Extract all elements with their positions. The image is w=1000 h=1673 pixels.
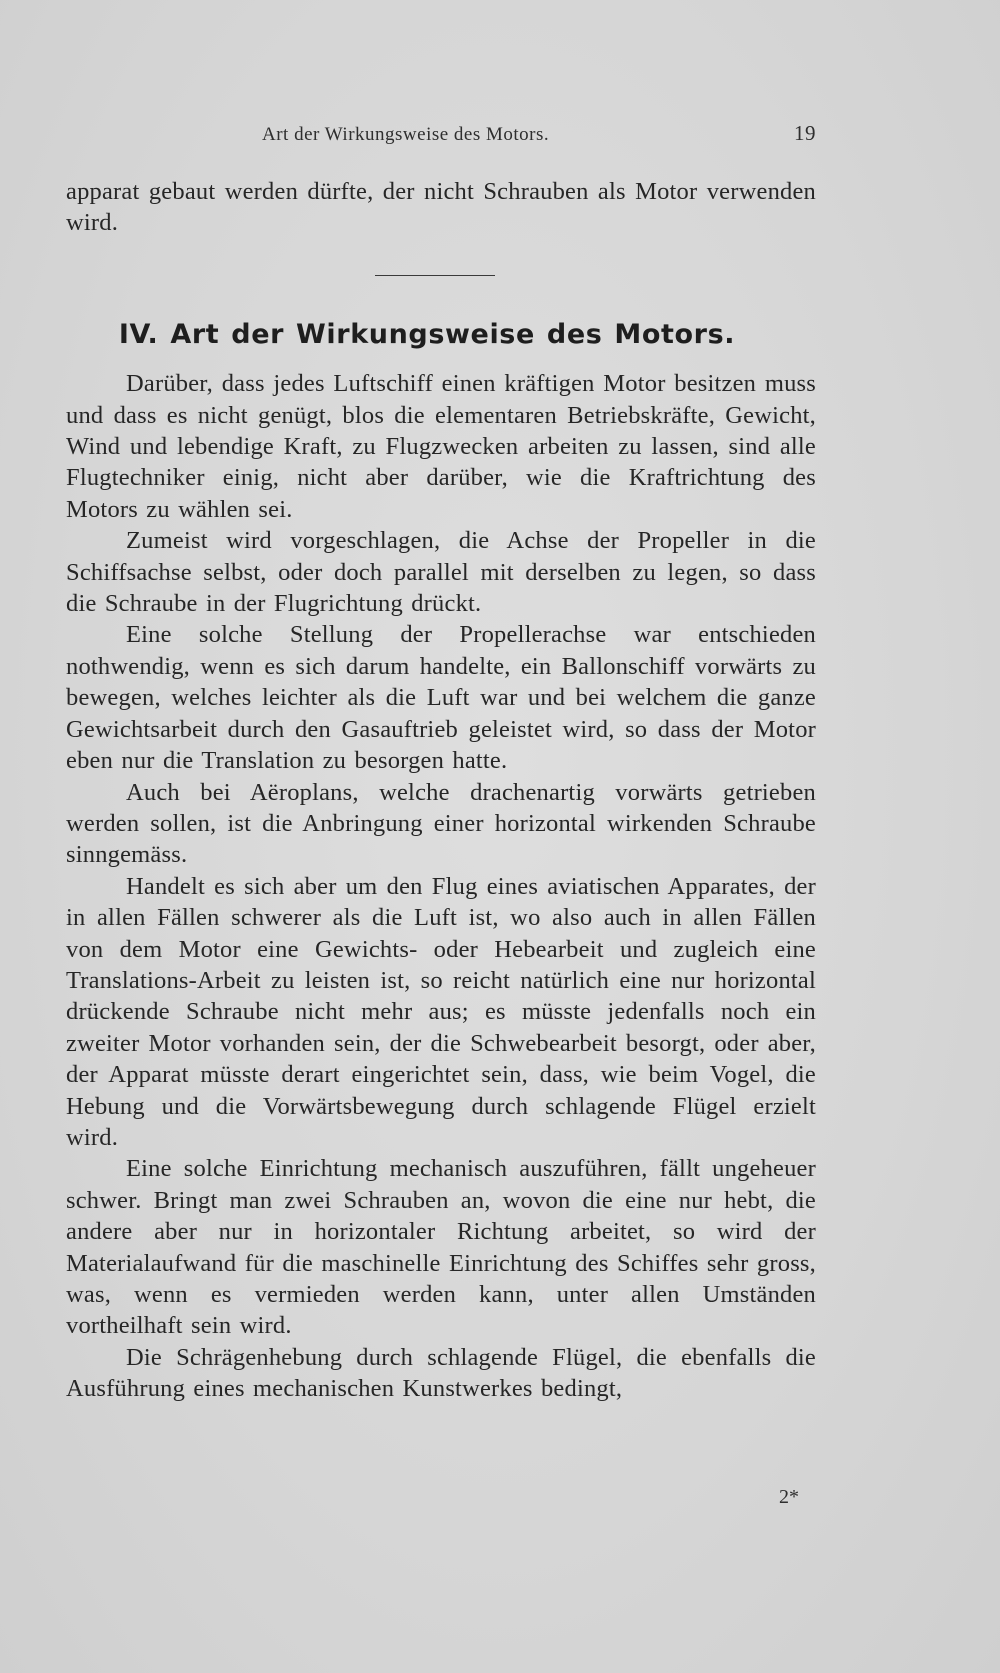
body-text [66,176,816,1405]
section-heading: IV. Art der Wirkungsweise des Motors. [118,318,736,350]
signature-mark: 2* [779,1486,799,1508]
running-title: Art der Wirkungsweise des Motors. [262,124,550,145]
page-number: 19 [794,121,816,145]
paragraph-6: Eine solche Einrichtung mechanisch auszuführen, fällt ungeheuer schwer. Bringt man zwei Schrauben an, wovon die eine nur hebt, die andere aber nur in horizontaler Richtung arbeitet, so wird der Materialaufwand für die maschinelle Einrichtung des Schiffes sehr gross, was, wenn es vermieden werden kann, unter allen Umständen vortheilhaft sein wird. [66,1155,816,1340]
section-divider [375,275,495,276]
paragraph-3: Eine solche Stellung der Propellerachse war entschieden nothwendig, wenn es sich darum handelte, ein Ballonschiff vorwärts zu bewegen, welches leichter als die Luft war und bei welchem die ganze Gewichtsarbeit durch den Gasauftrieb geleistet wird, so dass der Motor eben nur die Translation zu besorgen hatte. [66,621,816,775]
paragraph-5: Handelt es sich aber um den Flug eines aviatischen Apparates, der in allen Fällen schwerer als die Luft ist, wo also auch in allen Fällen von dem Motor eine Gewichts- oder Hebearbeit und zugleich eine Translations-Arbeit zu leisten ist, so reicht natürlich eine nur horizontal drückende Schraube nicht mehr aus; es müsste jedenfalls noch ein zweiter Motor vorhanden sein, der die Schwebearbeit besorgt, oder aber, der Apparat müsste derart eingerichtet sein, dass, wie beim Vogel, die Hebung und die Vorwärtsbewegung durch schlagende Flügel erzielt wird. [66,872,816,1151]
paragraph-1: Darüber, dass jedes Luftschiff einen kräftigen Motor besitzen muss und dass es nicht genügt, blos die elementaren Betriebskräfte, Gewicht, Wind und lebendige Kraft, zu Flugzwecken arbeiten zu lassen, sind alle Flugtechniker einig, nicht aber darüber, wie die Kraftrichtung des Motors zu wählen sei. [66,370,816,523]
paragraph-4: Auch bei Aëroplans, welche drachenartig vorwärts getrieben werden sollen, ist die Anbringung einer horizontal wirkenden Schraube sinngemäss. [66,778,816,869]
paragraph-2: Zumeist wird vorgeschlagen, die Achse der Propeller in die Schiffsachse selbst, oder doch parallel mit derselben zu legen, so dass die Schraube in der Flugrichtung drückt. [66,527,816,618]
paragraph-7: Die Schrägenhebung durch schlagende Flügel, die ebenfalls die Ausführung eines mechanischen Kunstwerkes bedingt, [66,1343,816,1403]
continuation-paragraph: apparat gebaut werden dürfte, der nicht Schrauben als Motor verwenden wird. [66,178,816,237]
